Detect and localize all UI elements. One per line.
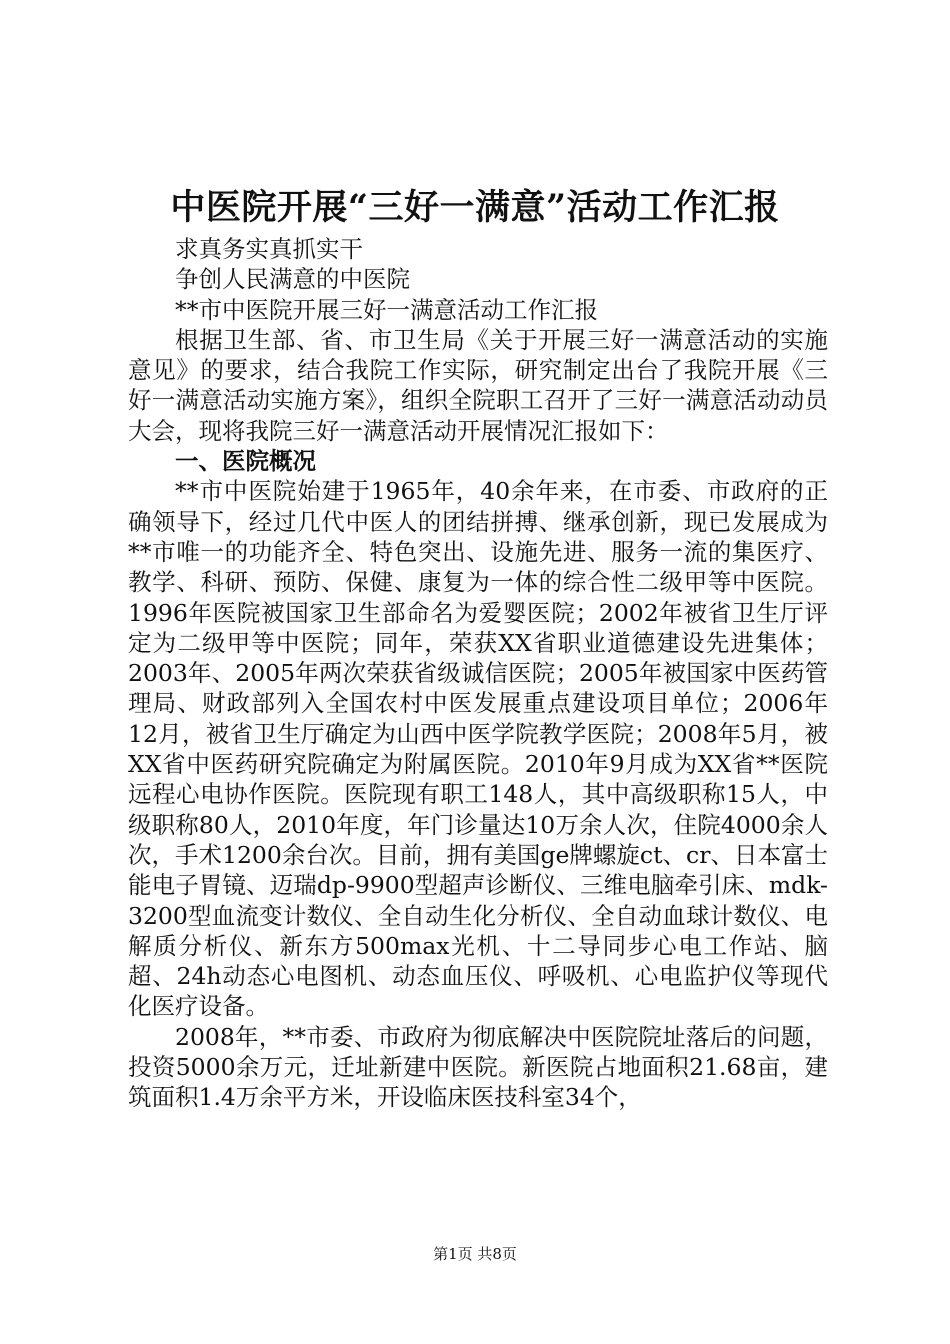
paragraph-report-subtitle: **市中医院开展三好一满意活动工作汇报 — [175, 295, 598, 324]
paragraph-intro: 根据卫生部、省、市卫生局《关于开展三好一满意活动的实施意见》的要求，结合我院工作实际，研究制定出台了我院开展《三好一满意活动实施方案》，组织全院职工召开了三好一满意活动动员大会，现将我院三好一满意活动开展情况汇报如下： — [128, 325, 828, 445]
document-body — [128, 234, 828, 1113]
paragraph-slogan-2: 争创人民满意的中医院 — [175, 265, 410, 294]
paragraph-hospital-overview: **市中医院始建于1965年，40余年来，在市委、市政府的正确领导下，经过几代中医人的团结拼搏、继承创新，现已发展成为**市唯一的功能齐全、特色突出、设施先进、服务一流的集医疗、教学、科研、预防、保健、康复为一体的综合性二级甲等中医院。1996年医院被国家卫生部命名为爱婴医院；2002年被省卫生厅评定为二级甲等中医院；同年，荣获XX省职业道德建设先进集体；2003年、2005年两次荣获省级诚信医院；2005年被国家中医药管理局、财政部列入全国农村中医发展重点建设项目单位；2006年12月，被省卫生厅确定为山西中医学院教学医院；2008年5月，被XX省中医药研究院确定为附属医院。2010年9月成为XX省**医院远程心电协作医院。医院现有职工148人，其中高级职称15人，中级职称80人，2010年度，年门诊量达10万余人次，住院4000余人次，手术1200余台次。目前，拥有美国ge牌螺旋ct、cr、日本富士能电子胃镜、迈瑞dp-9900型超声诊断仪、三维电脑牵引床、mdk-3200型血流变计数仪、全自动生化分析仪、全自动血球计数仪、电解质分析仪、新东方500max光机、十二导同步心电工作站、脑超、24h动态心电图机、动态血压仪、呼吸机、心电监护仪等现代化医疗设备。 — [128, 477, 828, 1021]
document-title: 中医院开展“三好一满意”活动工作汇报 — [170, 187, 780, 228]
paragraph-slogan-1: 求真务实真抓实干 — [175, 235, 363, 263]
page-number-footer: 第1页 共8页 — [433, 1245, 517, 1263]
section-heading-hospital-overview: 一、医院概况 — [175, 447, 316, 476]
paragraph-relocation: 2008年，**市委、市政府为彻底解决中医院院址落后的问题，投资5000余万元，迁址新建中医院。新医院占地面积21.68亩，建筑面积1.4万余平方米，开设临床医技科室34个， — [128, 1022, 828, 1112]
